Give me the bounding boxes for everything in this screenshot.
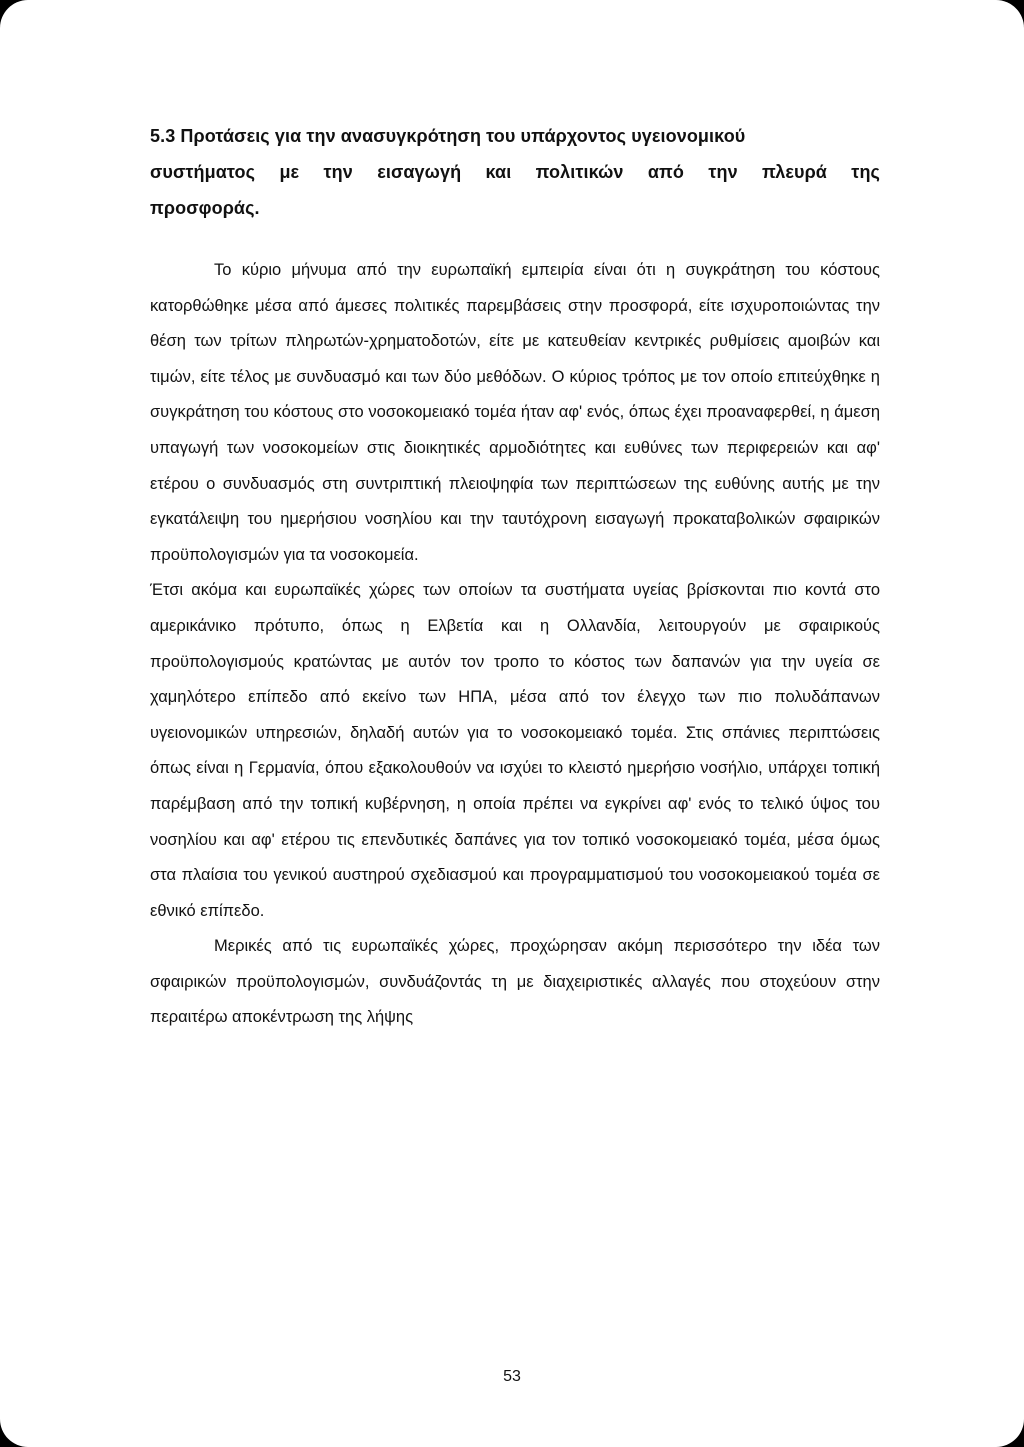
section-heading-line-2: συστήματος με την εισαγωγή και πολιτικών από την πλευρά της xyxy=(150,162,880,182)
section-heading xyxy=(150,118,880,226)
body-paragraph-2: Έτσι ακόμα και ευρωπαϊκές χώρες των οποίων τα συστήματα υγείας βρίσκονται πιο κοντά στο αμερικάνικο πρότυπο, όπως η Ελβετία και η Ολλανδία, λειτουργούν με σφαιρικούς προϋπολογισμούς κρατώντας με αυτόν τον τροπο το κόστος των δαπανών για την υγεία σε χαμηλότερο επίπεδο από εκείνο των ΗΠΑ, μέσα από τον έλεγχο των πιο πολυδάπανων υγειονομικών υπηρεσιών, δηλαδή αυτών για το νοσοκομειακό τομέα. Στις σπάνιες περιπτώσεις όπως είναι η Γερμανία, όπου εξακολουθούν να ισχύει το κλειστό ημερήσιο νοσήλιο, υπάρχει τοπική παρέμβαση από την τοπική κυβέρνηση, η οποία πρέπει να εγκρίνει αφ' ενός το τελικό ύψος του νοσηλίου και αφ' ετέρου τις επενδυτικές δαπάνες για τον τοπικό νοσοκομειακό τομέα, μέσα όμως στα πλαίσια του γενικού αυστηρού σχεδιασμού και προγραμματισμού του νοσοκομειακού τομέα σε εθνικό επίπεδο. xyxy=(150,581,880,920)
section-heading-line-3: προσφοράς. xyxy=(150,198,260,218)
page-content xyxy=(150,118,880,1036)
page-number: 53 xyxy=(503,1368,521,1385)
body-paragraph-3: Μερικές από τις ευρωπαϊκές χώρες, προχώρησαν ακόμη περισσότερο την ιδέα των σφαιρικών προϋπολογισμών, συνδυάζοντάς τη με διαχειριστικές αλλαγές που στοχεύουν στην περαιτέρω αποκέντρωση της λήψης xyxy=(150,937,880,1027)
body-paragraph-1: Το κύριο μήνυμα από την ευρωπαϊκή εμπειρία είναι ότι η συγκράτηση του κόστους κατορθώθηκε μέσα από άμεσες πολιτικές παρεμβάσεις στην προσφορά, είτε ισχυροποιώντας την θέση των τρίτων πληρωτών-χρηματοδοτών, είτε με κατευθείαν κεντρικές ρυθμίσεις αμοιβών και τιμών, είτε τέλος με συνδυασμό και των δύο μεθόδων. Ο κύριος τρόπος με τον οποίο επιτεύχθηκε η συγκράτηση του κόστους στο νοσοκομειακό τομέα ήταν αφ' ενός, όπως έχει προαναφερθεί, η άμεση υπαγωγή των νοσοκομείων στις διοικητικές αρμοδιότητες και ευθύνες των περιφερειών και αφ' ετέρου ο συνδυασμός στη συντριπτική πλειοψηφία των περιπτώσεων της ευθύνης αυτής με την εγκατάλειψη του ημερήσιου νοσηλίου και την ταυτόχρονη εισαγωγή προκαταβολικών σφαιρικών προϋπολογισμών για τα νοσοκομεία. xyxy=(150,261,880,564)
section-heading-line-1: 5.3 Προτάσεις για την ανασυγκρότηση του υπάρχοντος υγειονομικού xyxy=(150,126,746,146)
